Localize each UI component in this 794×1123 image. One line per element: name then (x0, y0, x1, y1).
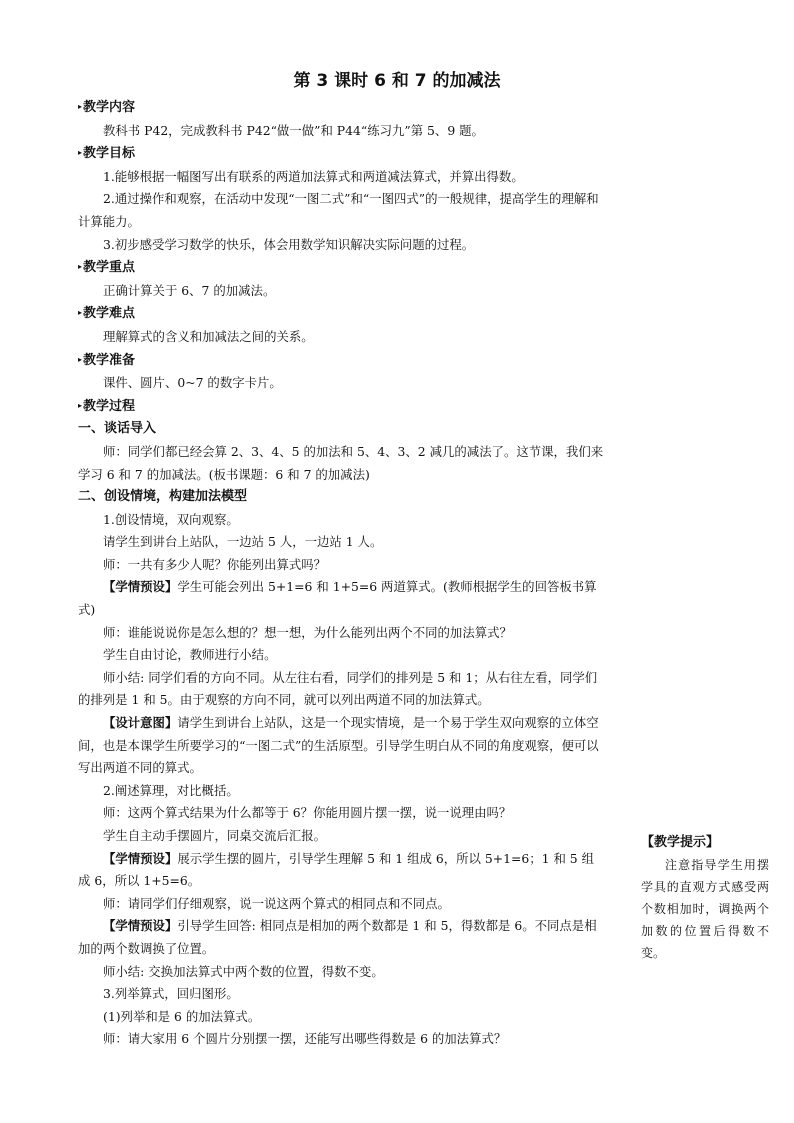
part1-heading: 一、谈话导入 (78, 421, 157, 437)
triangle-bullet-icon: ▸ (78, 354, 83, 364)
teaching-tip-sidebar (641, 832, 769, 964)
part1-text: 师：同学们都已经会算 2、3、4、5 的加法和 5、4、3、2 减几的减法了。这节课，我们来学习 6 和 7 的加减法。(板书课题：6 和 7 的加减法) (78, 443, 604, 482)
design-intent: 【设计意图】请学生到讲台上站队，这是一个现实情境，是一个易于学生双向观察的立体空间，也是本课学生所要学习的“一图二式”的生活原型。引导学生明白从不同的角度观察，便可以写出两道不同的算式。 (78, 715, 599, 776)
goal-item: 1.能够根据一幅图写出有联系的两道加法算式和两道减法算式，并算出得数。 (103, 168, 524, 184)
prep-text: 课件、圆片、0~7 的数字卡片。 (103, 375, 282, 391)
section-heading-goals: ▸教学目标 (78, 146, 136, 162)
content-text: 教科书 P42，完成教科书 P42“做一做”和 P44“练习九”第 5、9 题。 (103, 122, 484, 138)
step-1-text: 学生自由讨论，教师进行小结。 (103, 647, 277, 663)
triangle-bullet-icon: ▸ (78, 308, 83, 318)
step-1-text: 请学生到讲台上站队，一边站 5 人，一边站 1 人。 (103, 534, 383, 550)
part2-heading: 二、创设情境，构建加法模型 (78, 489, 248, 505)
difficult-text: 理解算式的含义和加减法之间的关系。 (103, 328, 314, 344)
step-1-text: 师：谁能说说你是怎么想的？想一想，为什么能列出两个不同的加法算式？ (103, 624, 512, 640)
section-heading-prep: ▸教学准备 (78, 352, 136, 368)
goal-item: 3.初步感受学习数学的快乐，体会用数学知识解决实际问题的过程。 (103, 236, 475, 252)
student-prediction: 【学情预设】学生可能会列出 5+1=6 和 1+5=6 两道算式。(教师根据学生的回答板书算式) (78, 579, 597, 618)
triangle-bullet-icon: ▸ (78, 400, 83, 410)
sidebar-title: 【教学提示】 (641, 835, 720, 850)
step-1: 1.创设情境，双向观察。 (103, 511, 239, 527)
triangle-bullet-icon: ▸ (78, 148, 83, 158)
step-2-text: 师：请同学们仔细观察，说一说这两个算式的相同点和不同点。 (103, 895, 450, 911)
teacher-summary: 师小结: 交换加法算式中两个数的位置，得数不变。 (103, 963, 384, 979)
step-3: 3.列举算式，回归图形。 (103, 986, 239, 1002)
lesson-content (78, 96, 606, 1051)
teacher-summary: 师小结: 同学们看的方向不同。从左往右看，同学们的排列是 5 和 1；从右往左看，同学们的排列是 1 和 5。由于观察的方向不同，就可以列出两道不同的加法算式。 (78, 669, 598, 708)
step-3-text: (1)列举和是 6 的加法算式。 (103, 1008, 261, 1024)
section-heading-process: ▸教学过程 (78, 398, 136, 414)
step-3-text: 师：请大家用 6 个圆片分别摆一摆，还能写出哪些得数是 6 的加法算式？ (103, 1031, 507, 1047)
step-2: 2.阐述算理，对比概括。 (103, 782, 239, 798)
section-heading-key: ▸教学重点 (78, 260, 136, 276)
triangle-bullet-icon: ▸ (78, 262, 83, 272)
student-prediction: 【学情预设】展示学生摆的圆片，引导学生理解 5 和 1 组成 6，所以 5+1=6；1 和 5 组成 6，所以 1+5=6。 (78, 850, 594, 889)
step-2-text: 学生自主动手摆圆片，同桌交流后汇报。 (103, 828, 327, 843)
sidebar-text: 注意指导学生用摆学具的直观方式感受两个数相加时，调换两个加数的位置后得数不变。 (641, 858, 769, 960)
section-heading-difficult: ▸教学难点 (78, 306, 136, 322)
page-title: 第 3 课时 6 和 7 的加减法 (293, 71, 501, 91)
section-heading-content: ▸教学内容 (78, 100, 136, 115)
key-text: 正确计算关于 6、7 的加减法。 (103, 282, 276, 298)
goal-item: 2.通过操作和观察，在活动中发现“一图二式”和“一图四式”的一般规律，提高学生的理解和计算能力。 (78, 191, 599, 229)
step-1-text: 师：一共有多少人呢？你能列出算式吗？ (103, 556, 327, 572)
student-prediction: 【学情预设】引导学生回答: 相同点是相加的两个数都是 1 和 5，得数都是 6。不同点是相加的两个数调换了位置。 (78, 918, 597, 956)
triangle-bullet-icon: ▸ (78, 102, 83, 111)
step-2-text: 师：这两个算式结果为什么都等于 6？你能用圆片摆一摆，说一说理由吗？ (103, 805, 512, 821)
